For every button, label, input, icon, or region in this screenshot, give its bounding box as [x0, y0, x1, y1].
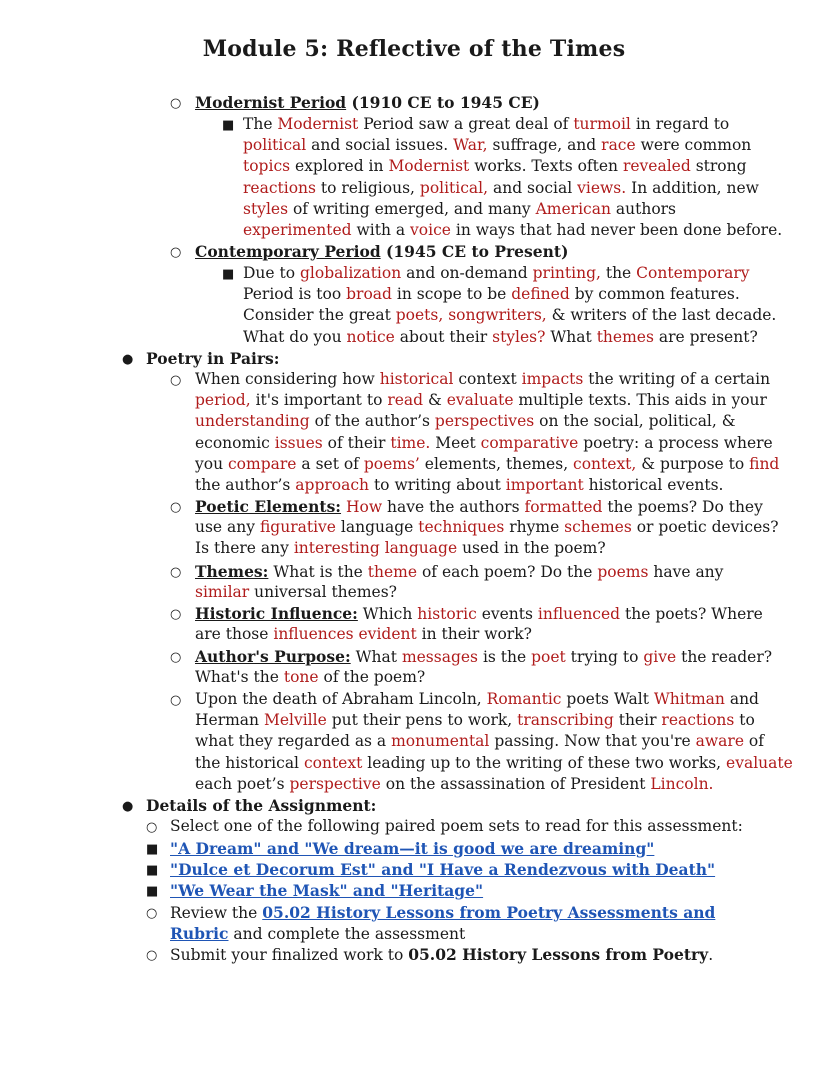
- highlighted-term: topics: [243, 157, 291, 176]
- lincoln-line: [195, 731, 764, 752]
- text-segment: and social issues.: [306, 136, 454, 155]
- text-segment: on the social, political, &: [534, 412, 736, 431]
- text-segment: Which: [357, 605, 418, 623]
- text-segment: works. Texts often: [469, 157, 623, 176]
- highlighted-term: interesting language: [293, 539, 458, 558]
- text-segment: and: [724, 690, 759, 708]
- highlighted-term: styles: [243, 199, 289, 218]
- text-segment: on the assassination of President: [380, 774, 651, 793]
- text-segment: a set of: [296, 454, 364, 473]
- text-segment: of their: [322, 433, 391, 452]
- highlighted-term: poems’: [363, 454, 420, 473]
- highlighted-term: perspective: [289, 774, 381, 793]
- circle-bullet: ○: [146, 906, 158, 921]
- text-segment: The: [243, 115, 278, 133]
- text-segment: in their work?: [416, 625, 532, 644]
- highlighted-term: Modernist: [277, 115, 359, 133]
- text-segment: used in the poem?: [457, 539, 606, 558]
- text-segment: When considering how: [195, 370, 380, 388]
- text-segment: or poetic devices?: [631, 518, 779, 537]
- text-segment: multiple texts. This aids in your: [513, 391, 767, 410]
- highlighted-term: influenced: [537, 605, 621, 623]
- text-segment: in regard to: [630, 115, 730, 133]
- select-instruction: [170, 816, 743, 837]
- text-segment: What: [350, 648, 402, 666]
- text-segment: Period saw a great deal of: [358, 115, 574, 133]
- highlighted-term: Modernist: [388, 157, 470, 176]
- text-segment: Period is too: [243, 285, 347, 304]
- assessment-rubric-link[interactable]: 05.02 History Lessons from Poetry Assessments and: [262, 903, 716, 922]
- highlighted-term: political,: [419, 178, 489, 197]
- square-bullet: ■: [146, 842, 159, 857]
- square-bullet: ■: [222, 118, 235, 133]
- highlighted-term: tone: [283, 668, 319, 687]
- text-segment: the: [600, 264, 637, 282]
- highlighted-term: compare: [228, 454, 297, 473]
- poetry-intro-line: [195, 433, 773, 454]
- modernist-text-line: [243, 114, 729, 135]
- review-line-2: [170, 923, 465, 945]
- poetic-elements-line: [195, 496, 763, 518]
- highlighted-term: experimented: [243, 221, 352, 239]
- highlighted-term: similar: [195, 583, 250, 602]
- text-segment: & purpose to: [636, 454, 750, 473]
- text-segment: of the author’s: [309, 412, 435, 431]
- text-segment: and on-demand: [401, 264, 533, 282]
- text-segment: you: [195, 454, 228, 473]
- highlighted-term: evaluate: [446, 391, 514, 410]
- text-segment: and social: [488, 178, 578, 197]
- historic-influence-line: [195, 603, 763, 625]
- submit-prefix: Submit your finalized work to: [170, 946, 409, 964]
- highlighted-term: printing,: [532, 264, 601, 282]
- highlighted-term: period,: [195, 391, 251, 410]
- text-segment: What's the: [195, 668, 284, 687]
- submit-target: 05.02 History Lessons from Poetry: [408, 945, 709, 964]
- text-segment: explored in: [290, 157, 389, 176]
- text-segment: Meet: [430, 433, 481, 452]
- highlighted-term: comparative: [480, 433, 579, 452]
- text-segment: the poets? Where: [620, 605, 763, 623]
- submit-suffix: .: [708, 946, 714, 964]
- subheading-label: Historic Influence:: [195, 604, 358, 623]
- dot-bullet: ●: [122, 799, 134, 814]
- highlighted-term: read: [387, 391, 424, 410]
- highlighted-term: poems: [597, 563, 649, 581]
- highlighted-term: reactions: [243, 178, 316, 197]
- square-bullet: ■: [146, 884, 159, 900]
- circle-bullet: ○: [170, 500, 182, 515]
- rubric-link[interactable]: Rubric: [170, 924, 229, 943]
- text-segment: to religious,: [315, 178, 420, 197]
- text-segment: passing. Now that you're: [489, 732, 696, 751]
- contemporary-text-line: [243, 327, 758, 348]
- contemporary-text-line: [243, 284, 740, 305]
- review-line: [170, 902, 715, 924]
- highlighted-term: important: [505, 476, 584, 494]
- poetry-intro-line: [195, 454, 779, 475]
- modernist-dates: (1910 CE to 1945 CE): [346, 93, 540, 112]
- poetic-elements-line: [195, 538, 606, 559]
- poem-link-line: [170, 880, 483, 902]
- text-segment: poetry: a process where: [578, 433, 773, 452]
- highlighted-term: time.: [390, 433, 431, 452]
- contemporary-dates: (1945 CE to Present): [380, 242, 569, 261]
- highlighted-term: voice: [410, 221, 451, 239]
- text-segment: Due to: [243, 264, 300, 282]
- circle-bullet: ○: [170, 565, 182, 580]
- text-segment: economic: [195, 433, 275, 452]
- text-segment: to: [734, 711, 755, 730]
- text-segment: is the: [478, 648, 532, 666]
- text-segment: in ways that had never been done before.: [450, 221, 783, 239]
- text-segment: poets Walt: [561, 690, 654, 708]
- poetry-intro-line: [195, 369, 770, 390]
- circle-bullet: ○: [170, 373, 182, 388]
- highlighted-term: political: [243, 136, 307, 155]
- highlighted-term: find: [749, 454, 780, 473]
- highlighted-term: Whitman: [653, 690, 725, 708]
- contemporary-text-line: [243, 263, 750, 284]
- circle-bullet: ○: [146, 948, 158, 963]
- highlighted-term: transcribing: [517, 711, 614, 730]
- highlighted-term: Contemporary: [636, 264, 750, 282]
- text-segment: Herman: [195, 711, 264, 730]
- lincoln-line: [195, 710, 755, 731]
- text-segment: language: [335, 518, 419, 537]
- modernist-heading: Modernist Period: [195, 93, 347, 112]
- section-heading-contemporary: [195, 241, 568, 263]
- poem-set-link-1[interactable]: "A Dream" and "We dream—it is good we are dreaming": [170, 839, 655, 858]
- highlighted-term: context,: [573, 454, 637, 473]
- text-segment: suffrage, and: [487, 136, 602, 155]
- circle-bullet: ○: [170, 607, 182, 622]
- highlighted-term: globalization: [300, 264, 402, 282]
- highlighted-term: broad: [346, 285, 392, 304]
- highlighted-term: turmoil: [573, 115, 631, 133]
- text-segment: the poems? Do they: [602, 498, 763, 516]
- circle-bullet: ○: [146, 820, 158, 835]
- highlighted-term: aware: [695, 732, 744, 751]
- lincoln-line: [195, 774, 714, 795]
- highlighted-term: formatted: [524, 498, 603, 516]
- text-segment: &: [423, 391, 447, 410]
- section-heading-modernist: [195, 92, 540, 114]
- highlighted-term: How: [345, 498, 383, 516]
- section-heading-poetry-pairs: [146, 348, 280, 370]
- poem-set-link-2[interactable]: "Dulce et Decorum Est" and "I Have a Rendezvous with Death": [170, 860, 716, 880]
- text-segment: elements, themes,: [419, 454, 574, 473]
- text-segment: leading up to the writing of these two works,: [362, 753, 727, 772]
- details-heading: Details of the Assignment:: [146, 796, 377, 815]
- poem-link-line: [170, 838, 654, 860]
- text-segment: Consider the great: [243, 306, 396, 325]
- poem-set-link-3[interactable]: "We Wear the Mask" and "Heritage": [170, 881, 484, 901]
- text-segment: with a: [351, 221, 411, 239]
- page-title: Module 5: Reflective of the Times: [202, 36, 626, 62]
- highlighted-term: poets, songwriters,: [395, 306, 547, 325]
- text-segment: about their: [394, 327, 493, 346]
- text-segment: are present?: [653, 327, 758, 346]
- text-segment: of each poem? Do the: [417, 563, 598, 581]
- highlighted-term: historical: [379, 370, 454, 388]
- text-segment: In addition, new: [626, 178, 759, 197]
- highlighted-term: themes: [596, 327, 654, 346]
- highlighted-term: context: [303, 753, 363, 772]
- highlighted-term: defined: [511, 285, 570, 304]
- text-segment: rhyme: [504, 518, 565, 537]
- circle-bullet: ○: [170, 245, 182, 260]
- themes-line: [195, 582, 397, 603]
- dot-bullet: ●: [122, 352, 134, 367]
- text-segment: strong: [690, 157, 747, 176]
- text-segment: authors: [610, 199, 677, 218]
- highlighted-term: understanding: [195, 412, 310, 431]
- text-segment: were common: [635, 136, 752, 155]
- text-segment: what they regarded as a: [195, 732, 392, 751]
- contemporary-text-line: [243, 305, 776, 326]
- subheading-label: Poetic Elements:: [195, 497, 342, 516]
- modernist-text-line: [243, 220, 782, 241]
- highlighted-term: perspectives: [434, 412, 535, 431]
- subheading-label: Themes:: [195, 562, 269, 581]
- highlighted-term: revealed: [622, 157, 691, 176]
- text-segment: the author’s: [195, 476, 296, 494]
- text-segment: use any: [195, 518, 260, 537]
- circle-bullet: ○: [170, 693, 182, 708]
- highlighted-term: Lincoln.: [650, 774, 714, 793]
- highlighted-term: race: [601, 136, 636, 155]
- highlighted-term: influences evident: [273, 625, 417, 644]
- poem-link-line: [170, 859, 715, 881]
- highlighted-term: notice: [346, 327, 395, 346]
- select-instruction-text: Select one of the following paired poem sets to read for this assessment:: [170, 817, 743, 835]
- authors-purpose-line: [195, 667, 425, 688]
- highlighted-term: Romantic: [486, 690, 562, 708]
- highlighted-term: evaluate: [726, 753, 793, 772]
- text-segment: of writing emerged, and many: [288, 199, 536, 218]
- highlighted-term: theme: [367, 563, 418, 581]
- text-segment: in scope to be: [391, 285, 512, 304]
- text-segment: historical events.: [583, 476, 724, 494]
- text-segment: each poet’s: [195, 774, 290, 793]
- text-segment: context: [453, 370, 522, 388]
- text-segment: have any: [648, 563, 724, 581]
- authors-purpose-line: [195, 646, 772, 668]
- poetry-intro-line: [195, 411, 736, 432]
- text-segment: trying to: [565, 648, 644, 666]
- highlighted-term: Melville: [263, 711, 327, 730]
- modernist-text-line: [243, 178, 759, 199]
- circle-bullet: ○: [170, 650, 182, 665]
- subheading-label: Author's Purpose:: [195, 647, 351, 666]
- poetry-pairs-heading: Poetry in Pairs:: [146, 349, 280, 368]
- poetic-elements-line: [195, 517, 779, 538]
- highlighted-term: impacts: [521, 370, 584, 388]
- text-segment: the writing of a certain: [583, 370, 771, 388]
- highlighted-term: styles?: [492, 327, 546, 346]
- lincoln-line: [195, 689, 759, 710]
- highlighted-term: schemes: [564, 518, 632, 537]
- text-segment: What is the: [268, 563, 368, 581]
- submit-line: [170, 944, 713, 966]
- historic-influence-line: [195, 624, 532, 645]
- square-bullet: ■: [146, 863, 159, 879]
- text-segment: to writing about: [369, 476, 506, 494]
- highlighted-term: War,: [453, 136, 488, 155]
- poetry-intro-line: [195, 475, 723, 496]
- text-segment: What: [545, 327, 597, 346]
- text-segment: events: [476, 605, 538, 623]
- highlighted-term: views.: [577, 178, 627, 197]
- modernist-text-line: [243, 156, 747, 177]
- square-bullet: ■: [222, 267, 235, 282]
- text-segment: universal themes?: [249, 583, 397, 602]
- highlighted-term: monumental: [391, 732, 490, 751]
- highlighted-term: approach: [295, 476, 370, 494]
- highlighted-term: figurative: [259, 518, 336, 537]
- poetry-intro-line: [195, 390, 767, 411]
- text-segment: Is there any: [195, 539, 294, 558]
- text-segment: What do you: [243, 327, 347, 346]
- text-segment: of: [744, 732, 764, 751]
- highlighted-term: give: [643, 648, 677, 666]
- highlighted-term: messages: [401, 648, 479, 666]
- highlighted-term: historic: [417, 605, 477, 623]
- text-segment: Upon the death of Abraham Lincoln,: [195, 690, 487, 708]
- text-segment: by common features.: [569, 285, 740, 304]
- highlighted-term: American: [535, 199, 611, 218]
- text-segment: have the authors: [382, 498, 525, 516]
- text-segment: & writers of the last decade.: [546, 306, 777, 325]
- highlighted-term: techniques: [418, 518, 505, 537]
- review-suffix: and complete the assessment: [228, 925, 466, 943]
- text-segment: are those: [195, 625, 274, 644]
- text-segment: of the poem?: [318, 668, 426, 687]
- section-heading-details: [146, 795, 376, 817]
- text-segment: put their pens to work,: [326, 711, 518, 730]
- circle-bullet: ○: [170, 96, 182, 111]
- lincoln-line: [195, 753, 793, 774]
- modernist-text-line: [243, 199, 676, 220]
- themes-line: [195, 561, 723, 583]
- text-segment: the historical: [195, 753, 304, 772]
- modernist-text-line: [243, 135, 751, 156]
- contemporary-heading: Contemporary Period: [195, 242, 381, 261]
- text-segment: the reader?: [676, 648, 773, 666]
- highlighted-term: reactions: [661, 711, 735, 730]
- text-segment: their: [613, 711, 662, 730]
- text-segment: it's important to: [250, 391, 388, 410]
- highlighted-term: issues: [274, 433, 323, 452]
- review-prefix: Review the: [170, 904, 263, 922]
- highlighted-term: poet: [531, 648, 566, 666]
